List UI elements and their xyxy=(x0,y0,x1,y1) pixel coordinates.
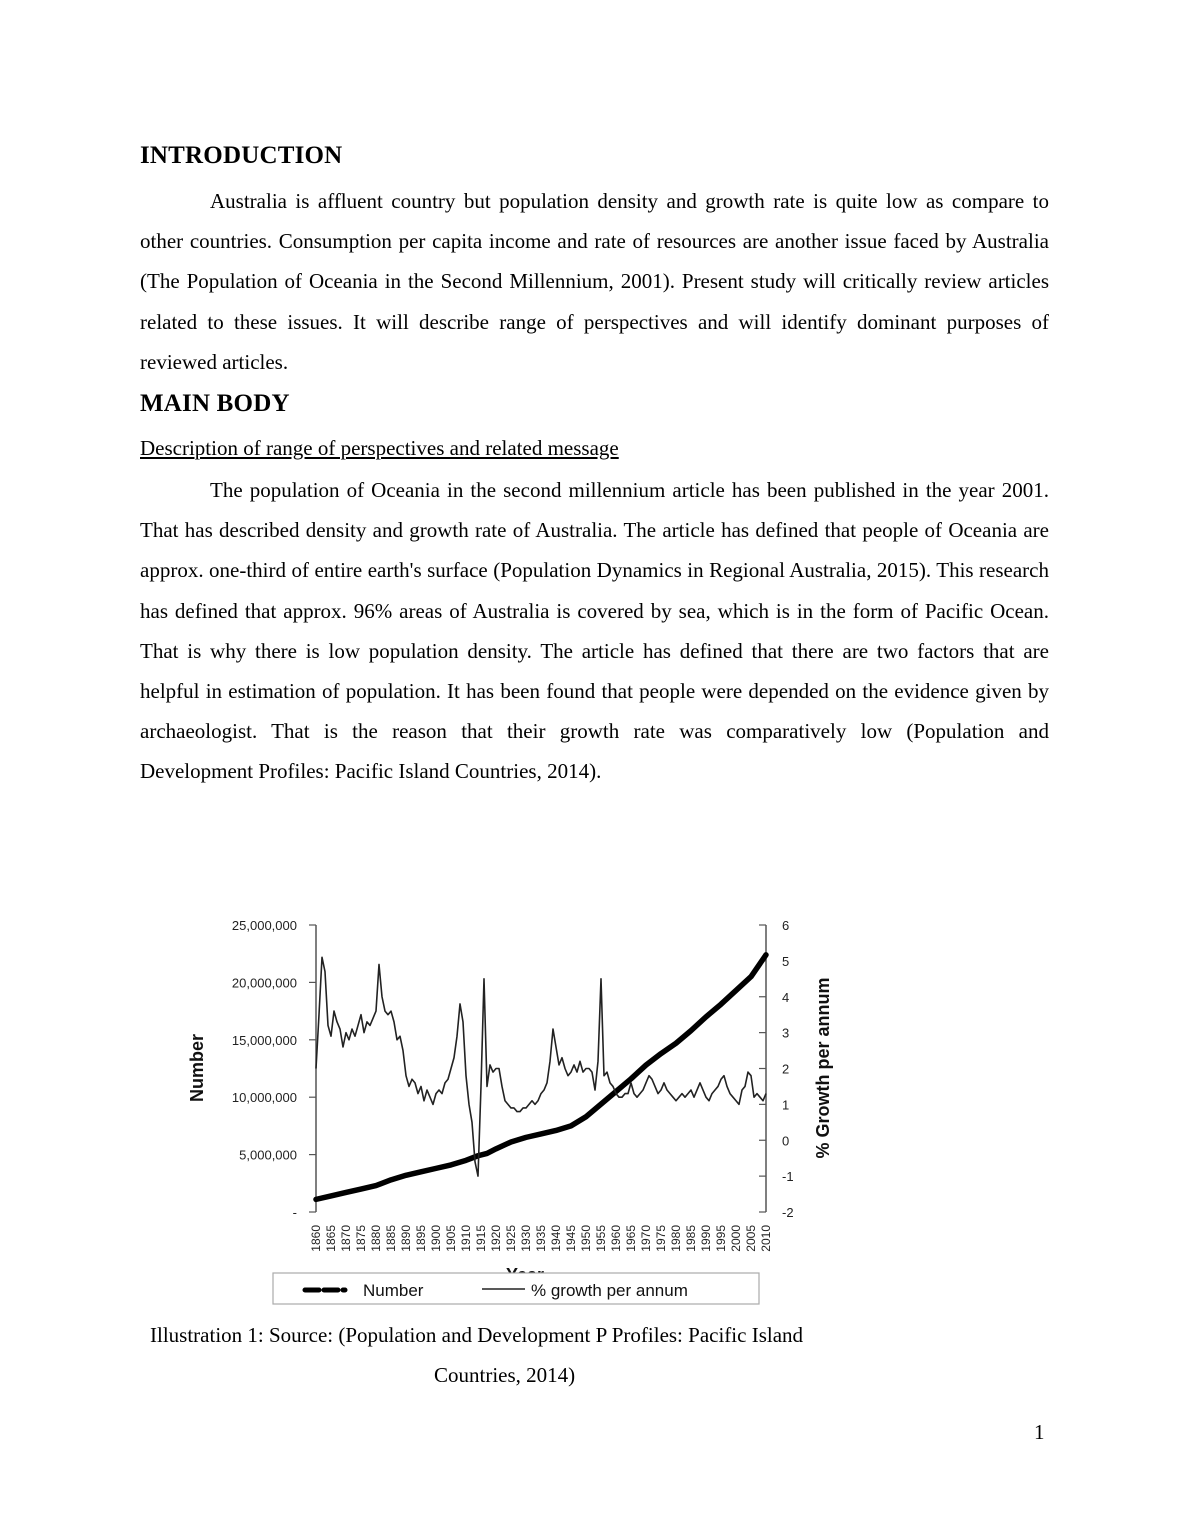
x-tick-label: 1860 xyxy=(309,1225,323,1252)
right-tick-label: 6 xyxy=(782,918,790,933)
x-tick-label: 1985 xyxy=(684,1225,698,1252)
x-tick-label: 1880 xyxy=(369,1225,383,1252)
x-tick-label: 1900 xyxy=(429,1225,443,1252)
legend-number-label: Number xyxy=(363,1281,424,1300)
left-tick-label: - xyxy=(292,1205,297,1220)
x-tick-label: 1910 xyxy=(459,1225,473,1252)
right-tick-label: 1 xyxy=(782,1097,790,1113)
x-tick-label: 1905 xyxy=(444,1225,458,1252)
right-tick-label: -2 xyxy=(782,1205,794,1220)
x-tick-label: 1975 xyxy=(654,1225,668,1252)
series-growth-line xyxy=(316,957,766,1176)
introduction-text: Australia is affluent country but population density and growth rate is quite low as compare to other countries. Consumption per capita income and rate of resources are another issue faced by Australia (The Population of Oceania in the Second Millennium, 2001). Present study will critically review articles related to these issues. It will describe range of perspectives and will identify dominant purposes of reviewed articles. xyxy=(140,189,1049,374)
main-body-heading: MAIN BODY xyxy=(140,390,290,417)
population-growth-chart xyxy=(175,905,875,1310)
main-body-paragraph xyxy=(140,470,1049,792)
right-tick-label: 3 xyxy=(782,1025,790,1041)
right-tick-label: 2 xyxy=(782,1061,790,1077)
series-number-line xyxy=(316,955,766,1200)
x-tick-label: 1940 xyxy=(549,1225,563,1252)
left-tick-label: 20,000,000 xyxy=(231,975,297,991)
x-tick-label: 1950 xyxy=(579,1225,593,1252)
x-tick-label: 1970 xyxy=(639,1225,653,1252)
y-axis-label: Number xyxy=(187,1033,207,1103)
left-tick-label: 10,000,000 xyxy=(231,1090,297,1106)
main-body-text: The population of Oceania in the second millennium article has been published in the year 2001. That has described density and growth rate of Australia. The article has defined that people of Oceania are approx. one-third of entire earth's surface (Population Dynamics in Regional Australia, 2015). This research has defined that approx. 96% areas of Australia is covered by sea, which is in the form of Pacific Ocean. That is why there is low population density. The article has defined that there are two factors that are helpful in estimation of population. It has been found that people were depended on the evidence given by archaeologist. That is the reason that their growth rate was comparatively low (Population and Development Profiles: Pacific Island Countries, 2014). xyxy=(140,478,1049,784)
x-tick-label: 1960 xyxy=(609,1225,623,1252)
x-tick-label: 1895 xyxy=(414,1225,428,1252)
x-tick-label: 1890 xyxy=(399,1225,413,1252)
right-tick-label: 5 xyxy=(782,953,790,969)
x-tick-label: 1980 xyxy=(669,1225,683,1252)
figure-caption-line2: Countries, 2014) xyxy=(434,1363,576,1387)
left-tick-label: 5,000,000 xyxy=(239,1147,297,1163)
x-tick-label: 2000 xyxy=(729,1225,743,1252)
introduction-paragraph xyxy=(140,181,1049,382)
x-tick-label: 1995 xyxy=(714,1225,728,1252)
x-tick-label: 1875 xyxy=(354,1225,368,1252)
introduction-heading: INTRODUCTION xyxy=(140,142,343,169)
x-tick-label: 1965 xyxy=(624,1225,638,1252)
y2-axis-label: % Growth per annum xyxy=(813,977,833,1159)
x-tick-label: 1955 xyxy=(594,1225,608,1252)
x-tick-label: 1870 xyxy=(339,1225,353,1252)
right-tick-label: 0 xyxy=(782,1133,790,1149)
x-tick-label: 1915 xyxy=(474,1225,488,1252)
x-tick-label: 1920 xyxy=(489,1225,503,1252)
x-tick-label: 1885 xyxy=(384,1225,398,1252)
x-tick-label: 2010 xyxy=(759,1225,773,1252)
x-tick-label: 1925 xyxy=(504,1225,518,1252)
figure-caption-line1: Illustration 1: Source: (Population and Development P Profiles: Pacific Island xyxy=(150,1323,804,1347)
x-tick-label: 2005 xyxy=(744,1225,758,1252)
page-number: 1 xyxy=(1034,1420,1045,1444)
x-tick-label: 1945 xyxy=(564,1225,578,1252)
x-tick-label: 1935 xyxy=(534,1225,548,1252)
x-tick-label: 1930 xyxy=(519,1225,533,1252)
section-subheading: Description of range of perspectives and related message xyxy=(140,436,619,460)
legend-growth-label: % growth per annum xyxy=(531,1281,688,1300)
x-tick-label: 1990 xyxy=(699,1225,713,1252)
right-tick-label: -1 xyxy=(782,1169,794,1185)
x-tick-label: 1865 xyxy=(324,1225,338,1252)
right-tick-label: 4 xyxy=(782,989,790,1005)
left-tick-label: 15,000,000 xyxy=(231,1032,297,1048)
left-tick-label: 25,000,000 xyxy=(231,918,297,933)
